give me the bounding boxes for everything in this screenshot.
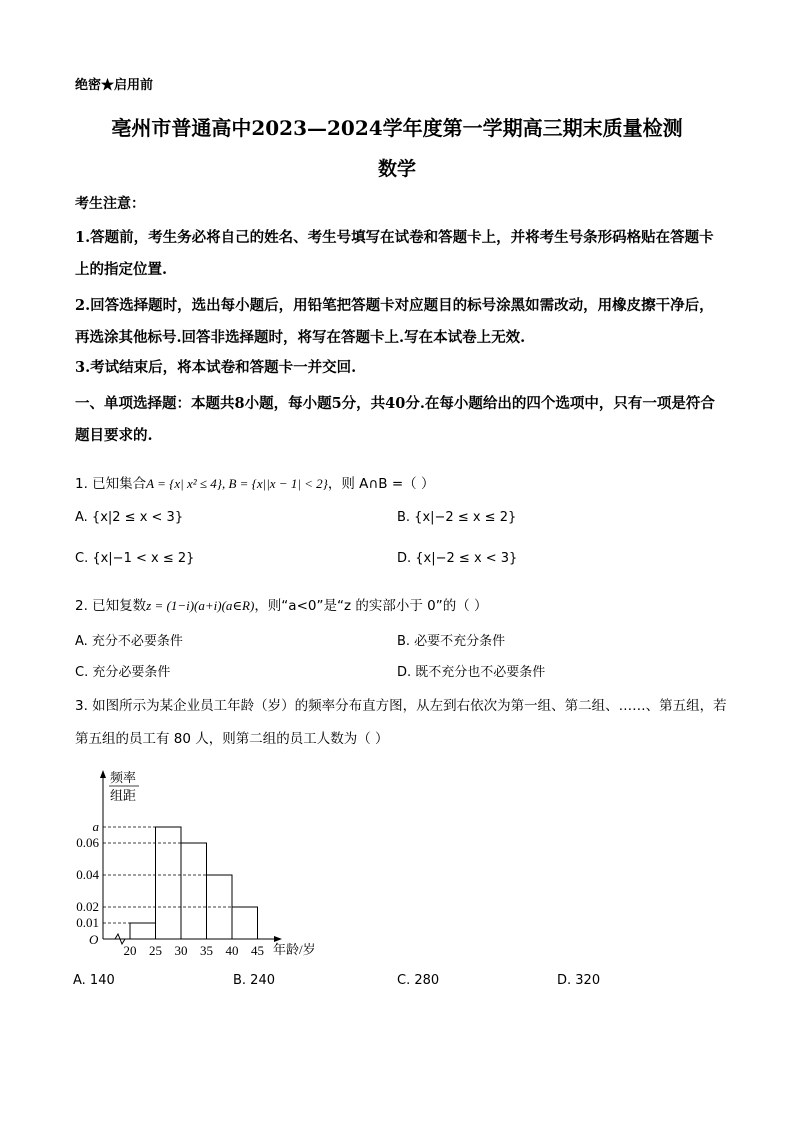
q3-option-c: C. 280 <box>397 973 440 988</box>
y-label-bottom: 组距 <box>110 788 137 803</box>
histogram-bar <box>181 843 207 939</box>
frequency-histogram <box>60 762 360 962</box>
q1-option-c: C. {x|−1 < x ≤ 2} <box>75 551 195 566</box>
q3-option-d: D. 320 <box>557 973 601 988</box>
exam-title: 亳州市普通高中2023—2024学年度第一学期高三期末质量检测 <box>111 116 683 140</box>
x-tick-label: 20 <box>123 943 137 958</box>
q1-set-a: A = {x| x² ≤ 4} <box>146 476 222 491</box>
confidential-label: 绝密★启用前 <box>75 78 154 93</box>
q1-set-b: , B = {x||x − 1| < 2} <box>221 476 328 491</box>
y-tick-label: 0.01 <box>76 915 99 930</box>
question-3: 3. 如图所示为某企业员工年龄（岁）的频率分布直方图，从左到右依次为第一组、第二组、……、第五组，若第五组的员工有 80 人，则第二组的员工人数为（ ） <box>75 698 727 747</box>
x-tick-label: 30 <box>174 943 188 958</box>
exam-subject: 数学 <box>377 158 416 180</box>
q1-option-d: D. {x|−2 ≤ x < 3} <box>397 551 518 566</box>
y-tick-label: a <box>92 819 99 834</box>
notes-heading: 考生注意： <box>75 196 145 212</box>
note-2: 2.回答选择题时，选出每小题后，用铅笔把答题卡对应题目的标号涂黑如需改动，用橡皮擦干净后，再选涂其他标号.回答非选择题时，将写在答题卡上.写在本试卷上无效. <box>75 297 714 346</box>
question-2 <box>75 594 488 614</box>
q1-option-a: A. {x|2 ≤ x < 3} <box>75 510 184 525</box>
x-tick-label: 45 <box>251 943 264 958</box>
q2-option-d: D. 既不充分也不必要条件 <box>397 665 546 680</box>
origin-label: O <box>89 932 99 947</box>
histogram-bar <box>130 923 156 939</box>
q2-option-b: B. 必要不充分条件 <box>397 634 506 649</box>
y-axis-arrow <box>100 770 106 778</box>
q1-option-b: B. {x|−2 ≤ x ≤ 2} <box>397 510 517 525</box>
histogram-bar <box>232 907 258 939</box>
x-tick-label: 35 <box>200 943 213 958</box>
y-tick-label: 0.02 <box>76 899 99 914</box>
q3-option-b: B. 240 <box>233 973 275 988</box>
q2-option-a: A. 充分不必要条件 <box>75 634 183 649</box>
y-tick-label: 0.06 <box>76 835 99 850</box>
q2-suffix: ，则“a<0”是“z 的实部小于 0”的（ ） <box>254 598 488 614</box>
x-tick-label: 40 <box>225 943 239 958</box>
q1-prefix: 1. 已知集合 <box>75 476 147 492</box>
q2-expr: z = (1−i)(a+i)(a∈R) <box>146 598 255 613</box>
x-tick-label: 25 <box>149 943 162 958</box>
section-heading: 一、单项选择题：本题共8小题，每小题5分，共40分.在每小题给出的四个选项中，只有一项是符合题目要求的. <box>75 395 715 444</box>
y-tick-label: 0.04 <box>76 867 99 882</box>
note-3: 3.考试结束后，将本试卷和答题卡一并交回. <box>75 359 357 376</box>
x-axis-label: 年龄/岁 <box>273 942 316 957</box>
q1-suffix: ，则 A∩B =（ ） <box>327 476 435 492</box>
histogram-bar <box>156 827 182 939</box>
q2-prefix: 2. 已知复数 <box>75 598 147 614</box>
q3-option-a: A. 140 <box>73 973 115 988</box>
note-1: 1.答题前，考生务必将自己的姓名、考生号填写在试卷和答题卡上，并将考生号条形码格贴在答题卡上的指定位置. <box>75 229 714 278</box>
y-label-top: 频率 <box>110 770 137 785</box>
question-1 <box>75 472 434 492</box>
q2-option-c: C. 充分必要条件 <box>75 665 171 680</box>
